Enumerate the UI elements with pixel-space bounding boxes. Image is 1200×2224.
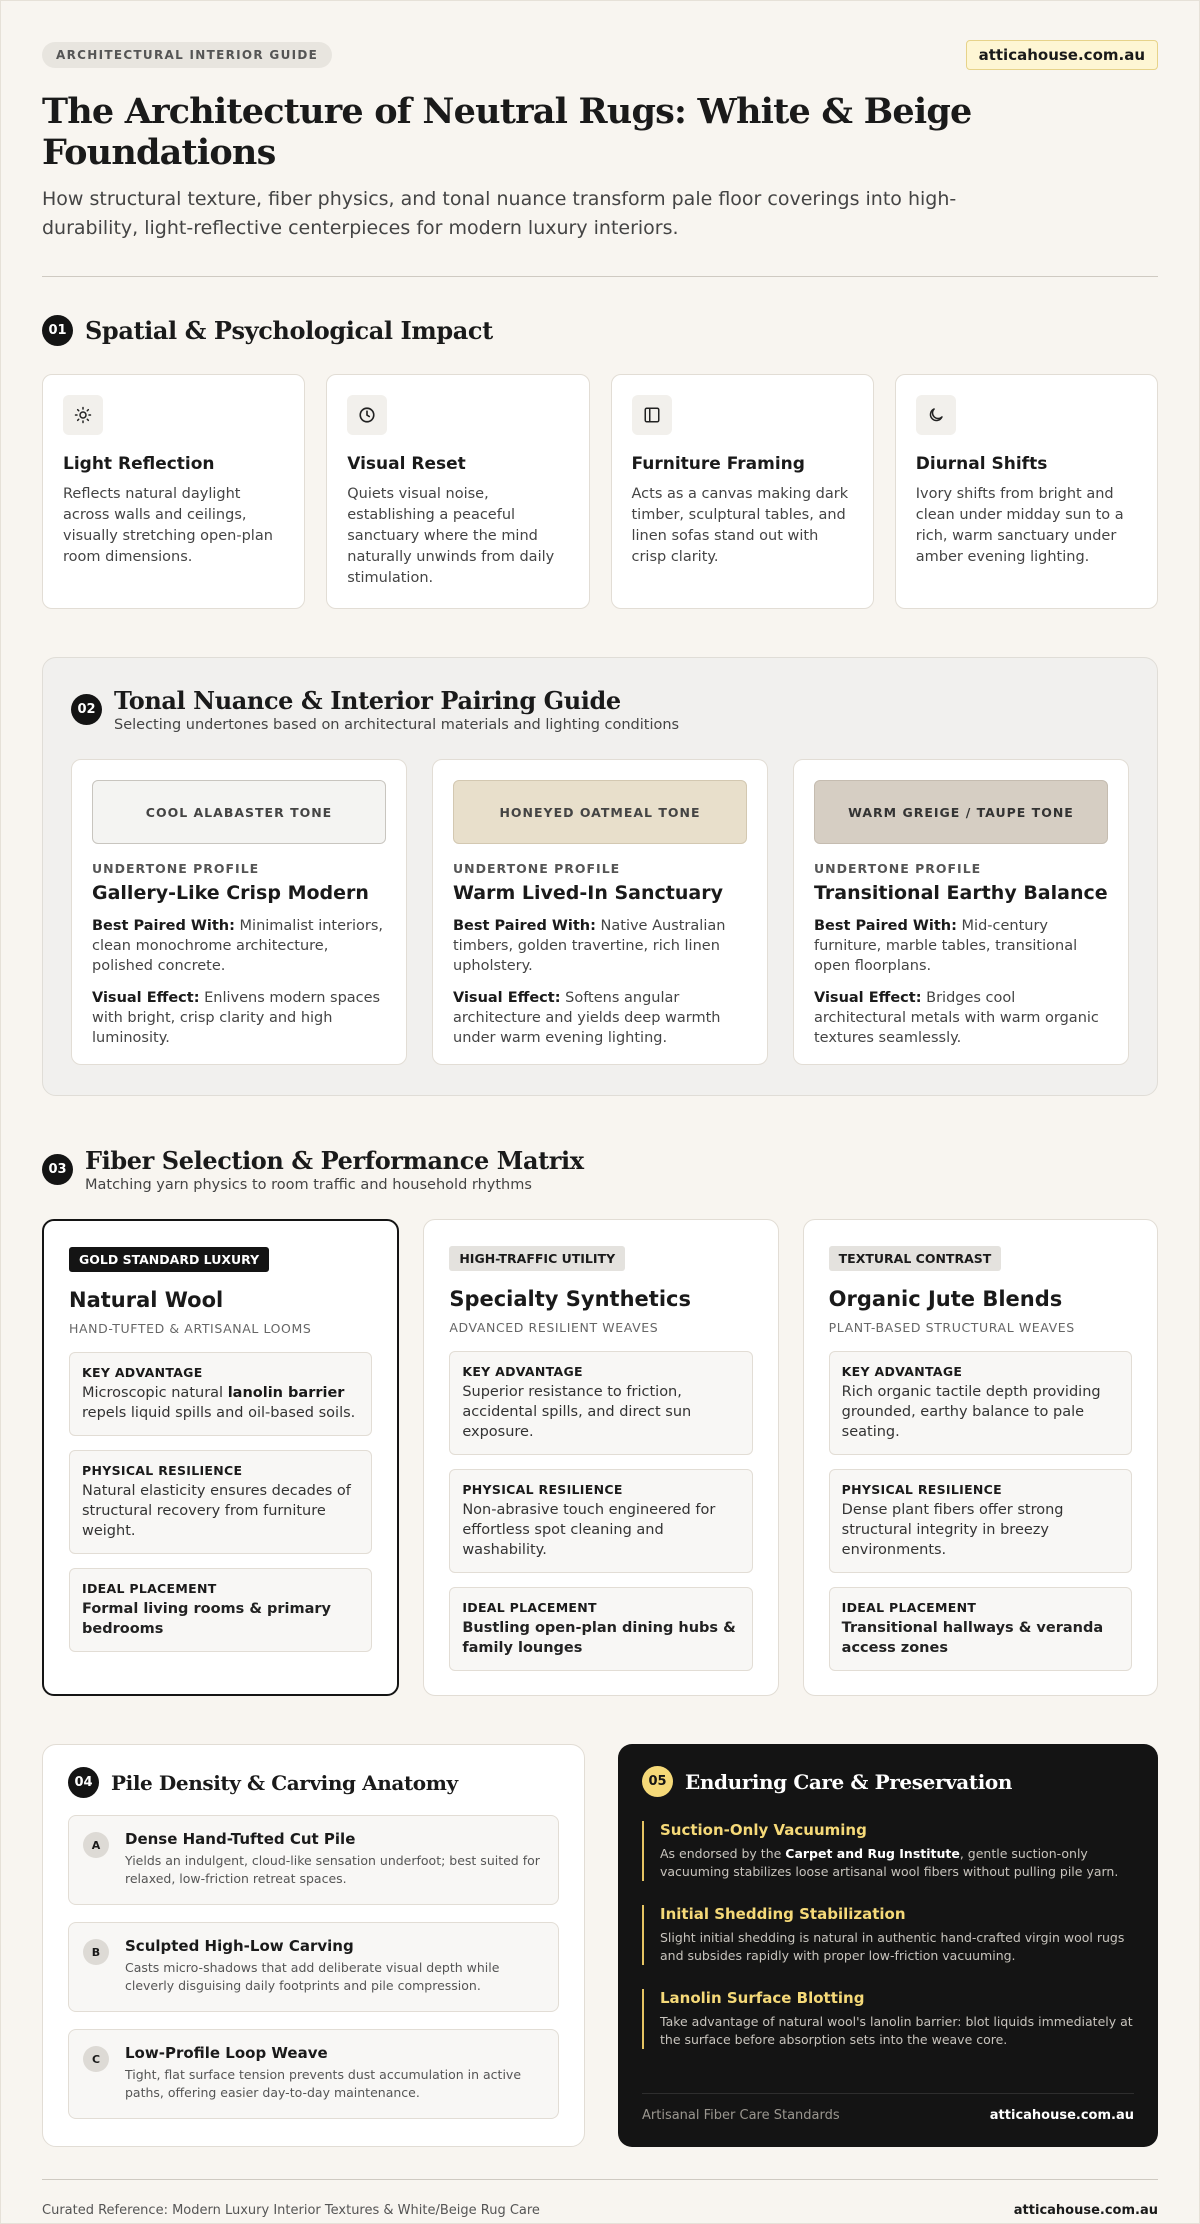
pile-item: [68, 1922, 559, 2012]
section-header: [71, 686, 1129, 733]
divider: [42, 276, 1158, 277]
visual-effect: Visual Effect: Enlivens modern spaces with bright, crisp clarity and high luminosity.: [92, 990, 381, 1046]
section-title: Pile Density & Carving Anatomy: [111, 1770, 458, 1795]
guide-label-badge: ARCHITECTURAL INTERIOR GUIDE: [42, 42, 332, 68]
tone-title: Transitional Earthy Balance: [814, 882, 1108, 904]
section-title: Fiber Selection & Performance Matrix: [85, 1146, 584, 1175]
paired-with: Best Paired With: Native Australian timbers, golden travertine, rich linen upholstery.: [453, 918, 726, 974]
visual-effect: Visual Effect: Softens angular architecture and yields deep warmth under warm evening lighting.: [453, 990, 721, 1046]
physical-resilience: PHYSICAL RESILIENCE Natural elasticity ensures decades of structural recovery from furniture weight.: [69, 1450, 372, 1554]
care-footer-link[interactable]: atticahouse.com.au: [989, 2108, 1134, 2123]
divider: [42, 2179, 1158, 2180]
visual-effect: Visual Effect: Bridges cool architectural metals with warm organic textures seamlessly.: [814, 990, 1099, 1046]
page-footer: [42, 2203, 1158, 2218]
domain-link[interactable]: atticahouse.com.au: [966, 40, 1158, 70]
care-title: Initial Shedding Stabilization: [660, 1905, 906, 1923]
tone-swatch: WARM GREIGE / TAUPE TONE: [814, 780, 1108, 844]
tone-swatch: COOL ALABASTER TONE: [92, 780, 386, 844]
impact-card: [895, 374, 1158, 609]
undertone-label: UNDERTONE PROFILE: [814, 861, 982, 876]
ideal-placement: IDEAL PLACEMENT Transitional hallways & veranda access zones: [829, 1587, 1132, 1671]
fiber-title: Natural Wool: [69, 1288, 224, 1312]
care-item: [642, 1989, 1134, 2049]
section-title: Tonal Nuance & Interior Pairing Guide: [114, 686, 621, 715]
physical-resilience: PHYSICAL RESILIENCE Dense plant fibers offer strong structural integrity in breezy environments.: [829, 1469, 1132, 1573]
paired-with: Best Paired With: Minimalist interiors, clean monochrome architecture, polished concrete.: [92, 918, 384, 974]
tone-title: Warm Lived-In Sanctuary: [453, 882, 723, 904]
pile-letter-badge: B: [83, 1939, 109, 1965]
page-subtitle: How structural texture, fiber physics, and tonal nuance transform pale floor coverings into high-durability, light-reflective centerpieces for modern luxury interiors.: [42, 188, 957, 239]
care-text: Slight initial shedding is natural in authentic hand-crafted virgin wool rugs and subsides rapidly with proper low-friction vacuuming.: [660, 1930, 1125, 1963]
impact-card-text: Reflects natural daylight across walls and ceilings, visually stretching open-plan room dimensions.: [63, 486, 273, 565]
ideal-placement: IDEAL PLACEMENT Formal living rooms & primary bedrooms: [69, 1568, 372, 1652]
sun-icon: [63, 395, 103, 435]
pile-letter-badge: A: [83, 1832, 109, 1858]
tone-card: [432, 759, 768, 1065]
section-number: 04: [68, 1767, 99, 1798]
impact-card: [42, 374, 305, 609]
fiber-caption: HAND-TUFTED & ARTISANAL LOOMS: [69, 1321, 312, 1336]
pile-title: Dense Hand-Tufted Cut Pile: [125, 1830, 356, 1848]
fiber-title: Specialty Synthetics: [449, 1287, 691, 1311]
impact-card-title: Visual Reset: [347, 454, 466, 474]
tone-title: Gallery-Like Crisp Modern: [92, 882, 369, 904]
care-title: Suction-Only Vacuuming: [660, 1821, 867, 1839]
fiber-caption: PLANT-BASED STRUCTURAL WEAVES: [828, 1320, 1075, 1335]
key-advantage: KEY ADVANTAGE Microscopic natural lanolin barrier repels liquid spills and oil-based soils.: [69, 1352, 372, 1436]
fiber-card-synthetics: [423, 1219, 778, 1696]
care-item: [642, 1821, 1134, 1881]
key-advantage: KEY ADVANTAGE Superior resistance to friction, accidental spills, and direct sun exposure.: [449, 1351, 752, 1455]
section-number: 01: [42, 315, 73, 346]
section-spatial-impact: [42, 315, 1158, 609]
pile-text: Tight, flat surface tension prevents dust accumulation in active paths, offering easier day-to-day maintenance.: [125, 2067, 522, 2100]
impact-card: [326, 374, 589, 609]
fiber-title: Organic Jute Blends: [828, 1287, 1063, 1311]
impact-card-text: Acts as a canvas making dark timber, sculptural tables, and linen sofas stand out with crisp clarity.: [631, 486, 849, 565]
impact-card-text: Quiets visual noise, establishing a peaceful sanctuary where the mind naturally unwinds from daily stimulation.: [347, 486, 555, 586]
clock-icon: [347, 395, 387, 435]
care-footer: [642, 2093, 1134, 2123]
fiber-tag: GOLD STANDARD LUXURY: [69, 1247, 269, 1272]
section-number: 02: [71, 694, 102, 725]
impact-card-text: Ivory shifts from bright and clean under midday sun to a rich, warm sanctuary under amber evening lighting.: [915, 486, 1124, 565]
fiber-tag: TEXTURAL CONTRAST: [829, 1246, 1002, 1271]
care-text: As endorsed by the Carpet and Rug Institute, gentle suction-only vacuuming stabilizes loose artisanal wool fibers without pulling pile yarn.: [660, 1846, 1119, 1879]
top-bar: [42, 41, 1158, 69]
care-title: Lanolin Surface Blotting: [660, 1989, 865, 2007]
ideal-placement: IDEAL PLACEMENT Bustling open-plan dining hubs & family lounges: [449, 1587, 752, 1671]
pile-item: [68, 1815, 559, 1905]
care-footer-label: Artisanal Fiber Care Standards: [642, 2108, 840, 2123]
moon-icon: [916, 395, 956, 435]
pile-title: Low-Profile Loop Weave: [125, 2044, 328, 2062]
fiber-card-jute: [803, 1219, 1158, 1696]
section-tonal-nuance: [42, 657, 1158, 1096]
fiber-card-wool: [42, 1219, 399, 1696]
section-subtitle: Matching yarn physics to room traffic and household rhythms: [85, 1177, 532, 1193]
sidebar-layout-icon: [632, 395, 672, 435]
pile-text: Yields an indulgent, cloud-like sensation underfoot; best suited for relaxed, low-friction retreat spaces.: [125, 1853, 540, 1886]
pile-text: Casts micro-shadows that add deliberate visual depth while cleverly disguising daily footprints and pile compression.: [125, 1960, 500, 1993]
impact-card-title: Diurnal Shifts: [915, 454, 1048, 474]
pile-item: [68, 2029, 559, 2119]
tone-swatch: HONEYED OATMEAL TONE: [453, 780, 747, 844]
footer-reference: Curated Reference: Modern Luxury Interior Textures & White/Beige Rug Care: [42, 2203, 540, 2218]
undertone-label: UNDERTONE PROFILE: [453, 861, 621, 876]
footer-link[interactable]: atticahouse.com.au: [1013, 2203, 1158, 2218]
physical-resilience: PHYSICAL RESILIENCE Non-abrasive touch engineered for effortless spot cleaning and washability.: [449, 1469, 752, 1573]
care-item: [642, 1905, 1134, 1965]
tone-card: [71, 759, 407, 1065]
page-title: The Architecture of Neutral Rugs: White & Beige Foundations: [42, 91, 972, 173]
care-text: Take advantage of natural wool's lanolin barrier: blot liquids immediately at the surface before absorption sets into the weave core.: [660, 2014, 1133, 2047]
key-advantage: KEY ADVANTAGE Rich organic tactile depth providing grounded, earthy balance to pale seating.: [829, 1351, 1132, 1455]
undertone-label: UNDERTONE PROFILE: [92, 861, 260, 876]
impact-card-title: Furniture Framing: [631, 454, 805, 474]
section-header: [42, 315, 1158, 346]
section-fiber-matrix: [42, 1146, 1158, 1696]
section-title: Spatial & Psychological Impact: [85, 316, 493, 345]
pile-letter-badge: C: [83, 2046, 109, 2072]
fiber-caption: ADVANCED RESILIENT WEAVES: [449, 1320, 659, 1335]
section-number: 05: [642, 1766, 673, 1797]
tone-card: [793, 759, 1129, 1065]
section-pile-anatomy: [42, 1744, 585, 2147]
section-title: Enduring Care & Preservation: [685, 1769, 1012, 1794]
impact-card-title: Light Reflection: [63, 454, 215, 474]
section-number: 03: [42, 1154, 73, 1185]
section-header: [68, 1767, 559, 1798]
section-header: [42, 1146, 1158, 1193]
section-care: [618, 1744, 1158, 2147]
impact-card: [611, 374, 874, 609]
fiber-tag: HIGH-TRAFFIC UTILITY: [449, 1246, 625, 1271]
section-header: [642, 1766, 1134, 1797]
paired-with: Best Paired With: Mid-century furniture, marble tables, transitional open floorplans.: [814, 918, 1078, 974]
pile-title: Sculpted High-Low Carving: [125, 1937, 354, 1955]
section-subtitle: Selecting undertones based on architectural materials and lighting conditions: [114, 717, 680, 733]
